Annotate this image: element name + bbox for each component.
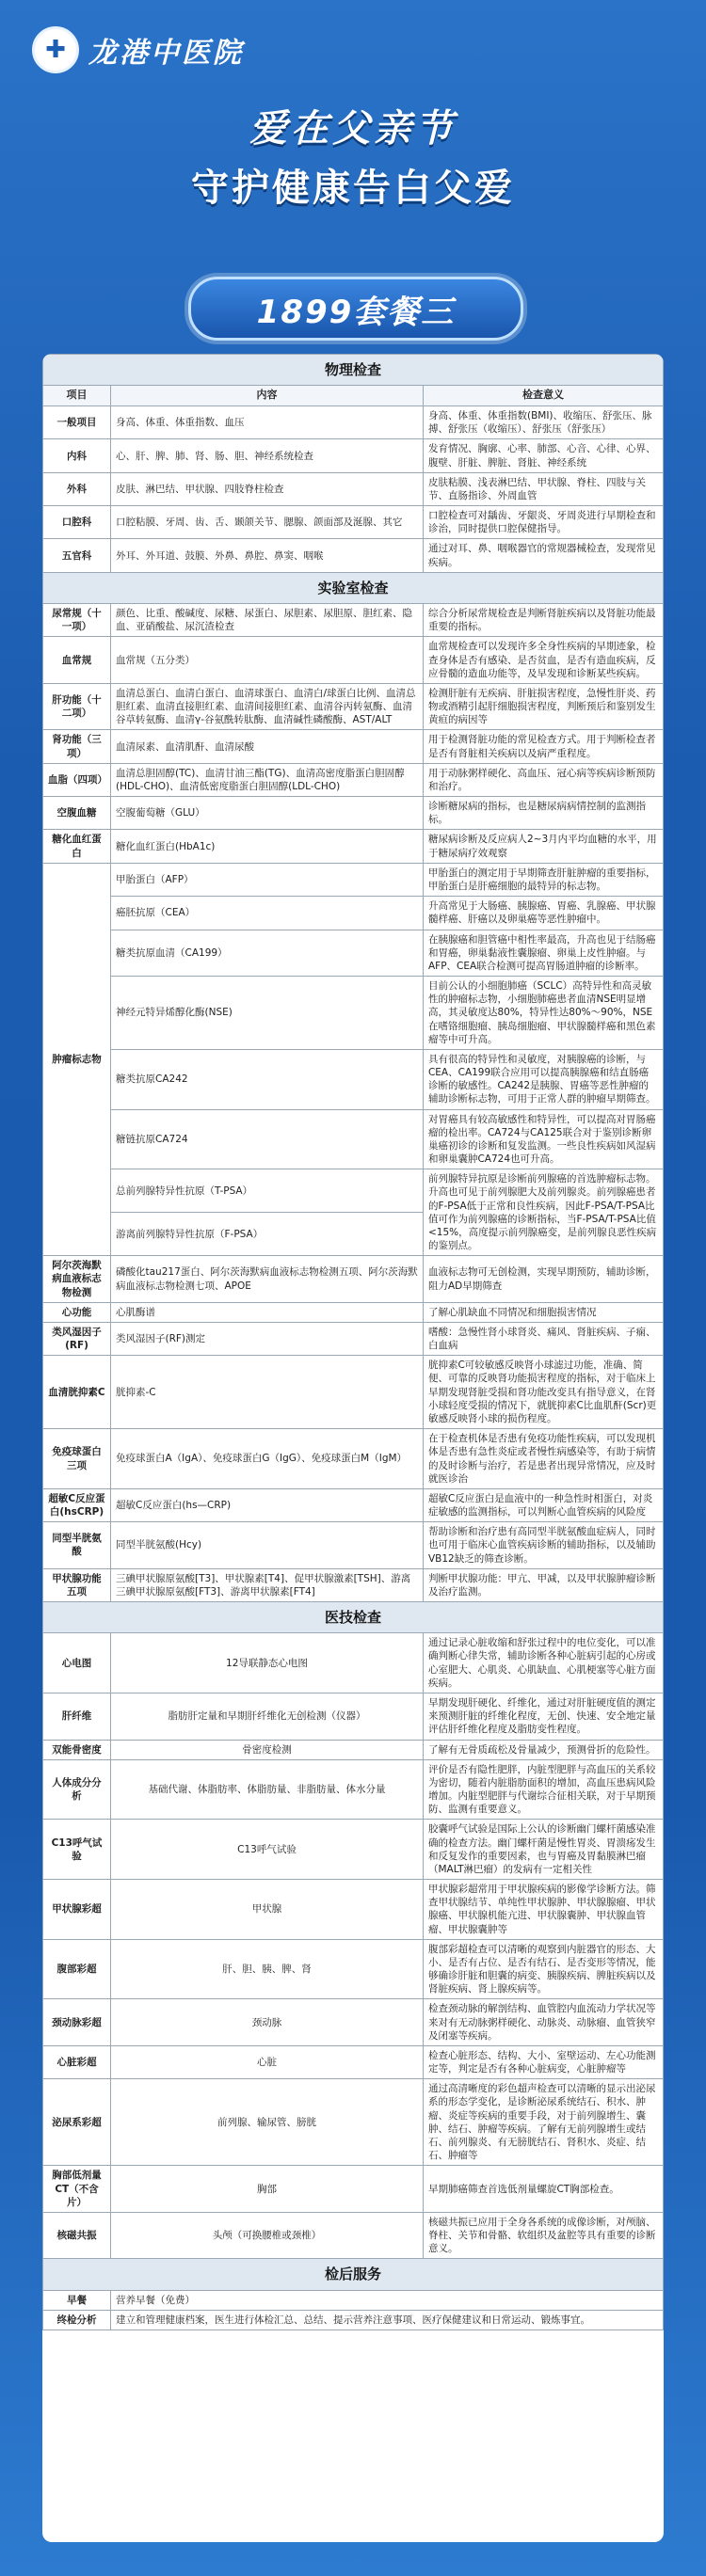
- item-significance: 腹部彩超检查可以清晰的观察到内脏器官的形态、大小、是否有占位、是否有结石、是否变形等情况，能够确诊肝脏和胆囊的病变、胰腺疾病、脾脏疾病以及肾脏疾病、肾上腺疾病等。: [423, 1939, 663, 1999]
- table-row: [43, 637, 664, 684]
- hero-line-2: 守护健康告白父爱: [191, 167, 515, 210]
- table-row: [43, 1999, 664, 2046]
- item-content: 骨密度检测: [111, 1740, 424, 1759]
- item-name: 颈动脉彩超: [43, 1999, 111, 2046]
- item-significance: 了解有无骨质疏松及骨量减少，预测骨折的危险性。: [423, 1740, 663, 1759]
- column-header: 检查意义: [423, 386, 663, 406]
- table-row: [43, 1322, 664, 1355]
- item-name: 核磁共振: [43, 2212, 111, 2259]
- item-significance: 诊断糖尿病的指标，也是糖尿病病情控制的监测指标。: [423, 797, 663, 830]
- section-title: 医技检查: [43, 1602, 664, 1633]
- item-significance: 胶囊呼气试验是国际上公认的诊断幽门螺杆菌感染准确的检查方法。幽门螺杆菌是慢性胃炎、胃溃疡发生和反复发作的重要因素，也与胃癌及胃黏膜淋巴瘤（MALT淋巴瘤）的发病有一定相关性: [423, 1820, 663, 1880]
- item-content: 口腔粘膜、牙周、齿、舌、颞颌关节、腮腺、颌面部及涎腺、其它: [111, 506, 424, 539]
- item-significance: 身高、体重、体重指数(BMI)、收缩压、舒张压、脉搏、舒张压（收缩压）、舒张压（舒张压）: [423, 406, 663, 439]
- table-row: [43, 1568, 664, 1601]
- item-name: 血脂（四项）: [43, 763, 111, 796]
- item-name: 肾功能（三项）: [43, 730, 111, 763]
- item-content: 心肌酶谱: [111, 1302, 424, 1322]
- table-row: [43, 763, 664, 796]
- item-significance: 甲胎蛋白的测定用于早期筛查肝脏肿瘤的重要指标，甲胎蛋白是肝癌细胞的最特异的标志物。: [423, 863, 663, 896]
- item-content: 同型半胱氨酸(Hcy): [111, 1522, 424, 1569]
- table-row: [43, 1880, 664, 1940]
- item-content: 免疫球蛋白A（IgA）、免疫球蛋白G（IgG）、免疫球蛋白M（IgM）: [111, 1429, 424, 1489]
- item-significance: 检查心脏形态、结构、大小、室壁运动、左心功能测定等，判定是否有各种心脏病变，心脏肿瘤等: [423, 2045, 663, 2078]
- table-row: [43, 604, 664, 637]
- item-name: 血常规: [43, 637, 111, 684]
- hero-line-1: 爱在父亲节: [249, 107, 457, 151]
- item-content: 磷酸化tau217蛋白、阿尔茨海默病血液标志物检测五项、阿尔茨海默病血液标志物检测七项、APOE: [111, 1256, 424, 1303]
- table-row: [43, 1939, 664, 1999]
- item-significance: 检测肝脏有无疾病、肝脏损害程度，急慢性肝炎、药物或酒精引起肝细胞损害程度，判断预后和鉴别发生黄疸的病因等: [423, 683, 663, 730]
- table-header-row: [43, 386, 664, 406]
- item-significance: 判断甲状腺功能：甲亢、甲减，以及甲状腺肿瘤诊断及治疗监测。: [423, 1568, 663, 1601]
- item-content: 糖类抗原CA242: [111, 1049, 424, 1109]
- table-row: [43, 1256, 664, 1303]
- item-significance: 发育情况、胸廓、心率、肺部、心音、心律、心界、腹壁、肝脏、脾脏、肾脏、神经系统: [423, 439, 663, 472]
- item-content: 胸部: [111, 2166, 424, 2213]
- item-content: 糖链抗原CA724: [111, 1109, 424, 1169]
- table-row: [43, 439, 664, 472]
- item-content: 总前列腺特异性抗原（T-PSA）: [111, 1169, 424, 1213]
- item-content: 血常规（五分类）: [111, 637, 424, 684]
- table-row: [43, 897, 664, 930]
- item-name: 腹部彩超: [43, 1939, 111, 1999]
- item-name: 心脏彩超: [43, 2045, 111, 2078]
- item-significance: 早期发现肝硬化、纤维化，通过对肝脏硬度值的测定来预测肝脏的纤维化程度，无创、快速、安全地定量评估肝纤维化程度及脂肪变性程度。: [423, 1693, 663, 1741]
- section-header: [43, 2259, 664, 2290]
- item-content: 肝、胆、胰、脾、肾: [111, 1939, 424, 1999]
- table-row: [43, 797, 664, 830]
- item-content: 癌胚抗原（CEA）: [111, 897, 424, 930]
- item-name: 甲状腺彩超: [43, 1880, 111, 1940]
- item-content: 脂肪肝定量和早期肝纤维化无创检测（仪器）: [111, 1693, 424, 1741]
- item-significance: 用于动脉粥样硬化、高血压、冠心病等疾病诊断预防和治疗。: [423, 763, 663, 796]
- table-row: [43, 730, 664, 763]
- item-significance: 早期肺癌筛查首选低剂量螺旋CT胸部检查。: [423, 2166, 663, 2213]
- item-significance: 嗜酸：急慢性肾小球肾炎、痛风、肾脏疾病、子痫、白血病: [423, 1322, 663, 1355]
- table-row: [43, 863, 664, 896]
- item-content: 神经元特异烯醇化酶(NSE): [111, 977, 424, 1050]
- item-name: 尿常规（十一项）: [43, 604, 111, 637]
- item-content: 糖类抗原血清（CA199）: [111, 930, 424, 977]
- item-name: 口腔科: [43, 506, 111, 539]
- item-name: 肝功能（十二项）: [43, 683, 111, 730]
- item-significance: 通过记录心脏收缩和舒张过程中的电位变化，可以准确判断心律失常，辅助诊断各种心脏病引起的心房或心室肥大、心肌炎、心肌缺血、心肌梗塞等心脏方面疾病。: [423, 1633, 663, 1693]
- item-name: 泌尿系彩超: [43, 2079, 111, 2166]
- item-content: 血清总蛋白、血清白蛋白、血清球蛋白、血清白/球蛋白比例、血清总胆红素、血清直接胆红素、血清间接胆红素、血清谷丙转氨酶、血清谷草转氨酶、血清γ-谷氨酰转肽酶、血清碱性磷酸酶、AST/ALT: [111, 683, 424, 730]
- table-row: [43, 506, 664, 539]
- item-content: 基础代谢、体脂肪率、体脂肪量、非脂肪量、体水分量: [111, 1759, 424, 1820]
- item-significance: 升高常见于大肠癌、胰腺癌、胃癌、乳腺癌、甲状腺髓样癌、肝癌以及卵巢癌等恶性肿瘤中。: [423, 897, 663, 930]
- table-row: [43, 406, 664, 439]
- item-name: 终检分析: [43, 2310, 111, 2330]
- item-significance: 皮肤粘膜、浅表淋巴结、甲状腺、脊柱、四肢与关节、直肠指诊、外周血管: [423, 472, 663, 505]
- table-row: [43, 930, 664, 977]
- item-name: 超敏C反应蛋白(hsCRP): [43, 1488, 111, 1521]
- item-significance: 对胃癌具有较高敏感性和特异性，可以提高对胃肠癌瘤的检出率。CA724与CA125联合对于鉴别诊断卵巢癌初诊的诊断和复发监测。一些良性疾病如风湿病和卵巢囊肿CA724也可升高。: [423, 1109, 663, 1169]
- table-row: [43, 1109, 664, 1169]
- table-row: [43, 472, 664, 505]
- item-content: 心、肝、脾、肺、肾、肠、胆、神经系统检查: [111, 439, 424, 472]
- section-title: 实验室检查: [43, 572, 664, 603]
- item-significance: 目前公认的小细胞肺癌（SCLC）高特异性和高灵敏性的肿瘤标志物，小细胞肺癌患者血清NSE明显增高，其灵敏度达80%，特异性达80%～90%，NSE在嗜铬细胞瘤、胰岛细胞瘤、甲状腺髓样癌和黑色素瘤等中可升高。: [423, 977, 663, 1050]
- item-content: 营养早餐（免费）: [111, 2290, 664, 2310]
- item-name: 双能骨密度: [43, 1740, 111, 1759]
- section-header: [43, 572, 664, 603]
- item-name: 人体成分分析: [43, 1759, 111, 1820]
- item-name: C13呼气试验: [43, 1820, 111, 1880]
- item-content: 头颅（可换腰椎或颈椎）: [111, 2212, 424, 2259]
- item-significance: 评价是否有隐性肥胖，内脏型肥胖与高血压的关系较为密切，随着内脏脂肪面积的增加，高血压患病风险增加。内脏型肥胖与代谢综合征相关联，对于早期预防、监测有重要意义。: [423, 1759, 663, 1820]
- table-row: [43, 977, 664, 1050]
- item-significance: 通过对耳、鼻、咽喉器官的常规器械检查，发现常见疾病。: [423, 539, 663, 572]
- package-title: 1899套餐三: [188, 277, 523, 341]
- item-name: 肝纤维: [43, 1693, 111, 1741]
- item-significance: 在胰腺癌和胆管癌中相性率最高，升高也见于结肠癌和胃癌，卵巢黏液性囊腺瘤、卵巢上皮性肿瘤。与AFP、CEA联合检测可提高胃肠道肿瘤的诊断率。: [423, 930, 663, 977]
- item-content: 血清总胆固醇(TC)、血清甘油三酯(TG)、血清高密度脂蛋白胆固醇(HDL-CHO)、血清低密度脂蛋白胆固醇(LDL-CHO): [111, 763, 424, 796]
- table-row: [43, 1759, 664, 1820]
- table-row: [43, 1693, 664, 1741]
- header: [0, 0, 706, 310]
- section-title: 物理检查: [43, 355, 664, 386]
- item-significance: 甲状腺彩超常用于甲状腺疾病的影像学诊断方法。筛查甲状腺结节、单纯性甲状腺肿、甲状腺腺瘤、甲状腺癌、甲状腺机能亢进、甲状腺囊肿、甲状腺血管瘤、甲状腺囊肿等: [423, 1880, 663, 1940]
- section-header: [43, 355, 664, 386]
- hero-banner: [0, 99, 706, 212]
- item-significance: 超敏C反应蛋白是血液中的一种急性时相蛋白，对炎症敏感的监测指标，可以判断心血管疾病的风险度: [423, 1488, 663, 1521]
- item-name: 胸部低剂量CT（不含片）: [43, 2166, 111, 2213]
- item-name: 糖化血红蛋白: [43, 830, 111, 863]
- item-content: 颈动脉: [111, 1999, 424, 2046]
- table-row: [43, 1302, 664, 1322]
- hospital-logo: [32, 26, 244, 73]
- item-content: 胱抑素-C: [111, 1356, 424, 1429]
- item-name: 早餐: [43, 2290, 111, 2310]
- item-significance: 帮助诊断和治疗患有高同型半胱氨酸血症病人，同时也可用于临床心血管疾病诊断的辅助指标，以及辅助VB12缺乏的筛查诊断。: [423, 1522, 663, 1569]
- item-name: 甲状腺功能五项: [43, 1568, 111, 1601]
- table-row: [43, 1522, 664, 1569]
- item-content: 皮肤、淋巴结、甲状腺、四肢脊柱检查: [111, 472, 424, 505]
- item-content: 血清尿素、血清肌酐、血清尿酸: [111, 730, 424, 763]
- table-row: [43, 1820, 664, 1880]
- item-significance: 了解心肌缺血不同情况和细胞损害情况: [423, 1302, 663, 1322]
- item-significance: 具有很高的特异性和灵敏度，对胰腺癌的诊断，与CEA、CA199联合应用可以提高胰腺癌和结直肠癌诊断的敏感性。CA242是胰腺、胃癌等恶性肿瘤的辅助诊断标志物，可用于正常人群的肿瘤早期筛查。: [423, 1049, 663, 1109]
- item-significance: 血常规检查可以发现许多全身性疾病的早期迹象，检查身体是否有感染、是否贫血，是否有造血疾病，反应骨髓的造血功能等，及早发现和诊断某些疾病。: [423, 637, 663, 684]
- item-significance: 口腔检查可对龋齿、牙龈炎、牙周炎进行早期检查和诊治，同时提供口腔保健指导。: [423, 506, 663, 539]
- item-content: 颜色、比重、酸碱度、尿糖、尿蛋白、尿胆素、尿胆原、胆红素、隐血、亚硝酸盐、尿沉渣检查: [111, 604, 424, 637]
- item-name: 阿尔茨海默病血液标志物检测: [43, 1256, 111, 1303]
- table-row: [43, 1488, 664, 1521]
- item-content: 外耳、外耳道、鼓膜、外鼻、鼻腔、鼻窦、咽喉: [111, 539, 424, 572]
- item-content: 类风湿因子(RF)测定: [111, 1322, 424, 1355]
- item-significance: 前列腺特异抗原是诊断前列腺癌的首选肿瘤标志物。升高也可见于前列腺肥大及前列腺炎。前列腺癌患者的F-PSA低于正常和良性疾病，因此F-PSA/T-PSA比值可作为前列腺癌的诊断指标，当F-PSA/T-PSA比值<15%，高度提示前列腺癌变，是前列腺良恶性疾病的鉴别点。: [423, 1169, 663, 1256]
- table-row: [43, 2079, 664, 2166]
- item-content: 建立和管理健康档案，医生进行体检汇总、总结、提示营养注意事项、医疗保健建议和日常运动、锻炼事宜。: [111, 2310, 664, 2330]
- item-significance: 血液标志物可无创检测，实现早期预防，辅助诊断，阻力AD早期筛查: [423, 1256, 663, 1303]
- item-content: 甲状腺: [111, 1880, 424, 1940]
- item-name: 一般项目: [43, 406, 111, 439]
- item-content: 游离前列腺特异性抗原（F-PSA）: [111, 1213, 424, 1256]
- checkup-table: [42, 354, 664, 2330]
- item-name: 同型半胱氨酸: [43, 1522, 111, 1569]
- column-header: 项目: [43, 386, 111, 406]
- item-name: 内科: [43, 439, 111, 472]
- item-content: 身高、体重、体重指数、血压: [111, 406, 424, 439]
- table-row: [43, 2212, 664, 2259]
- item-content: 糖化血红蛋白(HbA1c): [111, 830, 424, 863]
- item-significance: 检查颈动脉的解剖结构、血管腔内血流动力学状况等来对有无动脉粥样硬化、动脉炎、动脉瘤、血管狭窄及闭塞等疾病。: [423, 1999, 663, 2046]
- item-significance: 核磁共振已应用于全身各系统的成像诊断，对颅脑、脊柱、关节和骨骼、软组织及盆腔等具有重要的诊断意义。: [423, 2212, 663, 2259]
- item-name: 外科: [43, 472, 111, 505]
- hospital-name: 龙港中医院: [88, 37, 244, 70]
- item-name: 心电图: [43, 1633, 111, 1693]
- table-row: [43, 1633, 664, 1693]
- item-name: 免疫球蛋白三项: [43, 1429, 111, 1489]
- column-header: 内容: [111, 386, 424, 406]
- item-name: 心功能: [43, 1302, 111, 1322]
- item-content: 12导联静态心电图: [111, 1633, 424, 1693]
- hospital-emblem-icon: ✚: [32, 26, 79, 73]
- item-content: 甲胎蛋白（AFP）: [111, 863, 424, 896]
- table-row: [43, 830, 664, 863]
- item-significance: 糖尿病诊断及反应病人2~3月内平均血糖的水平，用于糖尿病疗效观察: [423, 830, 663, 863]
- table-row: [43, 2166, 664, 2213]
- item-content: 前列腺、输尿管、膀胱: [111, 2079, 424, 2166]
- table-row: [43, 1049, 664, 1109]
- item-name: 空腹血糖: [43, 797, 111, 830]
- item-name: 五官科: [43, 539, 111, 572]
- table-row: [43, 683, 664, 730]
- table-row: [43, 1740, 664, 1759]
- table-row: [43, 1429, 664, 1489]
- table-row: [43, 1169, 664, 1213]
- table-row: [43, 2290, 664, 2310]
- item-significance: 用于检测肾脏功能的常见检查方式。用于判断检查者是否有肾脏相关疾病以及病严重程度。: [423, 730, 663, 763]
- item-content: 空腹葡萄糖（GLU）: [111, 797, 424, 830]
- item-significance: 胱抑素C可较敏感反映肾小球滤过功能，准确、简便、可靠的反映肾功能损害程度的指标，对于临床上早期发现肾脏受损和肾功能改变具有指导意义，在肾小球轻度受损的情况下，就胱抑素C比血肌酐(Scr)更敏感反映肾小球的损伤程度。: [423, 1356, 663, 1429]
- item-content: C13呼气试验: [111, 1820, 424, 1880]
- table-row: [43, 2045, 664, 2078]
- item-name: 肿瘤标志物: [43, 863, 111, 1255]
- item-significance: 在于检查机体是否患有免疫功能性疾病，可以发现机体是否患有急性炎症或者慢性病感染等，有助于病情的及时诊断与治疗，若是患者出现异常情况，应及时就医诊治: [423, 1429, 663, 1489]
- table-row: [43, 2310, 664, 2330]
- section-header: [43, 1602, 664, 1633]
- table-row: [43, 1356, 664, 1429]
- item-name: 血清胱抑素C: [43, 1356, 111, 1429]
- item-content: 三碘甲状腺原氨酸[T3]、甲状腺素[T4]、促甲状腺激素[TSH]、游离三碘甲状腺原氨酸[FT3]、游离甲状腺素[FT4]: [111, 1568, 424, 1601]
- package-card: [42, 354, 664, 2542]
- item-content: 超敏C反应蛋白(hs—CRP): [111, 1488, 424, 1521]
- item-significance: 通过高清晰度的彩色超声检查可以清晰的显示出泌尿系的形态学变化，是诊断泌尿系统结石、积水、肿瘤、炎症等疾病的重要手段，对于前列腺增生、囊肿、结石、肿瘤等疾病。了解有无前列腺增生或结石、前列腺炎、有无膀胱结石、肾积水、炎症、结石、肿瘤等: [423, 2079, 663, 2166]
- item-significance: 综合分析尿常规检查是判断肾脏疾病以及肾脏功能最重要的指标。: [423, 604, 663, 637]
- section-title: 检后服务: [43, 2259, 664, 2290]
- item-name: 类风湿因子(RF): [43, 1322, 111, 1355]
- item-content: 心脏: [111, 2045, 424, 2078]
- table-row: [43, 539, 664, 572]
